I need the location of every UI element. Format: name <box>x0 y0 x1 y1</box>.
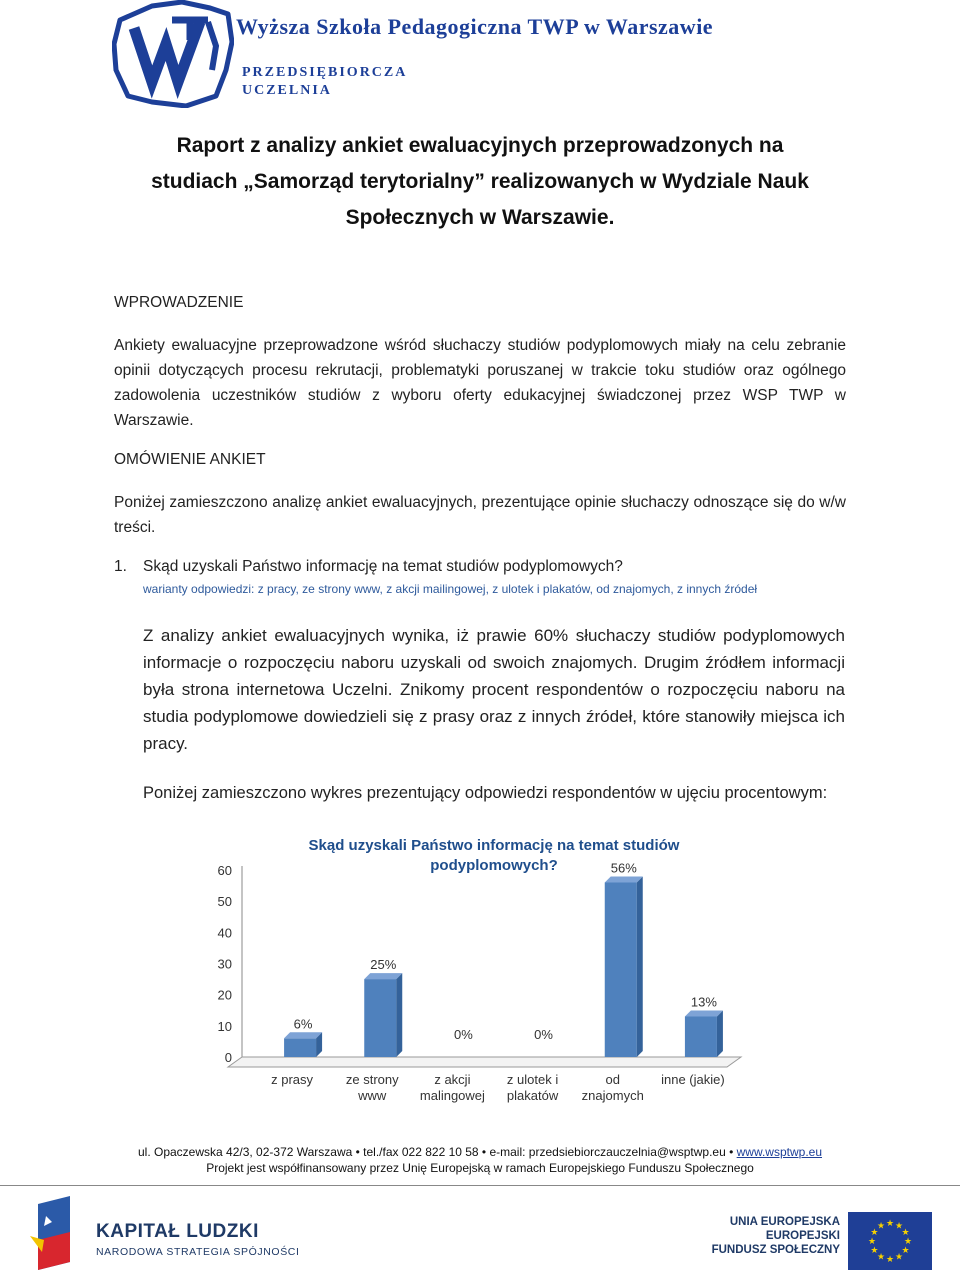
eu-star-icon: ★ <box>870 1227 879 1237</box>
eu-star-icon: ★ <box>876 1251 886 1262</box>
eu-star-icon: ★ <box>894 1220 904 1231</box>
y-tick-label: 10 <box>217 1018 232 1034</box>
program-line-1: PRZEDSIĘBIORCZA <box>242 65 408 80</box>
eu-line-1: UNIA EUROPEJSKA <box>729 1216 840 1228</box>
program-line-2: UCZELNIA <box>242 83 332 98</box>
eu-star-icon: ★ <box>901 1227 910 1237</box>
footer-contact <box>0 1145 960 1159</box>
discussion-paragraph: Poniżej zamieszczono analizę ankiet ewaluacyjnych, prezentujące opinie słuchaczy odnoszące się do w/w treści. <box>114 494 846 536</box>
data-label: 0% <box>534 1027 553 1042</box>
x-tick-label: od <box>605 1072 620 1087</box>
university-logo-icon <box>112 0 234 108</box>
eu-line-2: EUROPEJSKI <box>765 1230 840 1242</box>
chart-bar <box>284 1038 316 1057</box>
data-label: 25% <box>370 957 397 973</box>
eu-star-icon: ★ <box>870 1245 879 1255</box>
program-name <box>242 64 407 100</box>
footer-website-link[interactable]: www.wsptwp.eu <box>736 1145 823 1159</box>
chart-bar-top <box>284 1032 322 1038</box>
report-title-line-2: studiach „Samorząd terytorialny” realizowanych w Wydziale Nauk <box>151 170 809 193</box>
question-1 <box>114 558 623 576</box>
question-text: Skąd uzyskali Państwo informację na temat studiów podyplomowych? <box>143 558 623 575</box>
footer-divider <box>0 1185 960 1186</box>
x-tick-label: z prasy <box>271 1072 314 1087</box>
chart-bar <box>685 1016 717 1057</box>
chart-bar-side <box>717 1010 723 1057</box>
chart-intro: Poniżej zamieszczono wykres prezentujący odpowiedzi respondentów w ujęciu procentowym: <box>143 784 828 802</box>
intro-paragraph: Ankiety ewaluacyjne przeprowadzone wśród słuchaczy studiów podyplomowych miały na celu zebranie opinii dotyczących procesu rekrutacji, problematyki poruszanej w trakcie toku studiów oraz ogólnego zadowolenia uczestników studiów z wyboru oferty edukacyjnej świadczonej przez WSP TWP w Warszawie. <box>114 337 846 429</box>
answer-variants: warianty odpowiedzi: z pracy, ze strony www, z akcji mailingowej, z ulotek i plakatów, od znajomych, z innych źródeł <box>143 582 758 596</box>
kapital-ludzki-logo-icon <box>30 1196 76 1276</box>
x-tick-label: inne (jakie) <box>661 1072 725 1087</box>
eu-star-icon: ★ <box>901 1245 910 1255</box>
y-tick-label: 50 <box>217 894 232 910</box>
chart-bar-top <box>364 973 402 979</box>
report-title <box>100 128 860 236</box>
eu-star-icon: ★ <box>876 1220 886 1231</box>
eu-flag-icon <box>848 1212 932 1270</box>
chart-bar-side <box>396 973 402 1057</box>
y-tick-label: 0 <box>224 1050 232 1065</box>
chart-title-line-2: podyplomowych? <box>430 857 558 874</box>
eu-star-icon: ★ <box>885 1254 895 1264</box>
eu-star-icon: ★ <box>885 1218 895 1228</box>
eu-star-icon: ★ <box>903 1236 913 1246</box>
x-tick-label: plakatów <box>506 1088 559 1103</box>
x-tick-label: z ulotek i <box>506 1072 559 1087</box>
chart-bar-top <box>605 876 643 882</box>
institution-name: Wyższa Szkoła Pedagogiczna TWP w Warszawie <box>236 14 714 39</box>
x-tick-label: z akcji <box>434 1072 471 1087</box>
x-tick-label: znajomych <box>581 1088 644 1103</box>
data-label: 56% <box>610 860 637 876</box>
data-label: 0% <box>454 1027 473 1042</box>
x-tick-label: www <box>358 1088 387 1103</box>
eu-line-3: FUNDUSZ SPOŁECZNY <box>711 1244 840 1256</box>
chart-floor <box>228 1057 741 1067</box>
question-number: 1. <box>114 558 127 575</box>
intro-heading: WPROWADZENIE <box>114 294 244 311</box>
chart-bar <box>364 979 396 1057</box>
data-label: 6% <box>293 1016 313 1032</box>
data-label: 13% <box>690 994 717 1010</box>
chart-bar-top <box>685 1010 723 1016</box>
footer-address: ul. Opaczewska 42/3, 02-372 Warszawa • tel./fax 022 822 10 58 • e-mail: przedsiebiorczauczelnia@wsptwp.eu • <box>137 1145 734 1159</box>
y-tick-label: 30 <box>217 956 232 972</box>
y-tick-label: 60 <box>217 863 232 878</box>
report-title-line-1: Raport z analizy ankiet ewaluacyjnych przeprowadzonych na <box>176 134 784 157</box>
eu-fund-label <box>700 1215 840 1257</box>
kapital-ludzki-subtitle: NARODOWA STRATEGIA SPÓJNOŚCI <box>96 1246 300 1258</box>
chart-bar-side <box>637 876 643 1057</box>
x-tick-label: ze strony <box>345 1072 399 1087</box>
chart-bar <box>605 882 637 1057</box>
y-tick-label: 20 <box>217 987 232 1003</box>
bar-chart <box>196 828 764 1113</box>
report-title-line-3: Społecznych w Warszawie. <box>345 206 615 229</box>
chart-title-line-1: Skąd uzyskali Państwo informację na temat studiów <box>308 837 680 854</box>
kapital-ludzki-title: KAPITAŁ LUDZKI <box>96 1221 259 1242</box>
analysis-paragraph: Z analizy ankiet ewaluacyjnych wynika, iż prawie 60% słuchaczy studiów podyplomowych informacje o rozpoczęciu naboru uzyskali od swoich znajomych. Drugim źródłem informacji była strona internetowa Uczelni. Znikomy procent respondentów o rozpoczęciu naboru na studia podyplomowe dowiedzieli się z prasy oraz z innych źródeł, które stanowiły miejsca ich pracy. <box>143 626 845 753</box>
footer-funding: Projekt jest współfinansowany przez Unię Europejską w ramach Europejskiego Funduszu Społecznego <box>206 1161 754 1175</box>
eu-star-icon: ★ <box>894 1251 904 1262</box>
eu-star-icon: ★ <box>867 1236 877 1246</box>
x-tick-label: malingowej <box>419 1088 485 1103</box>
y-tick-label: 40 <box>217 925 232 941</box>
discussion-heading: OMÓWIENIE ANKIET <box>114 451 266 468</box>
